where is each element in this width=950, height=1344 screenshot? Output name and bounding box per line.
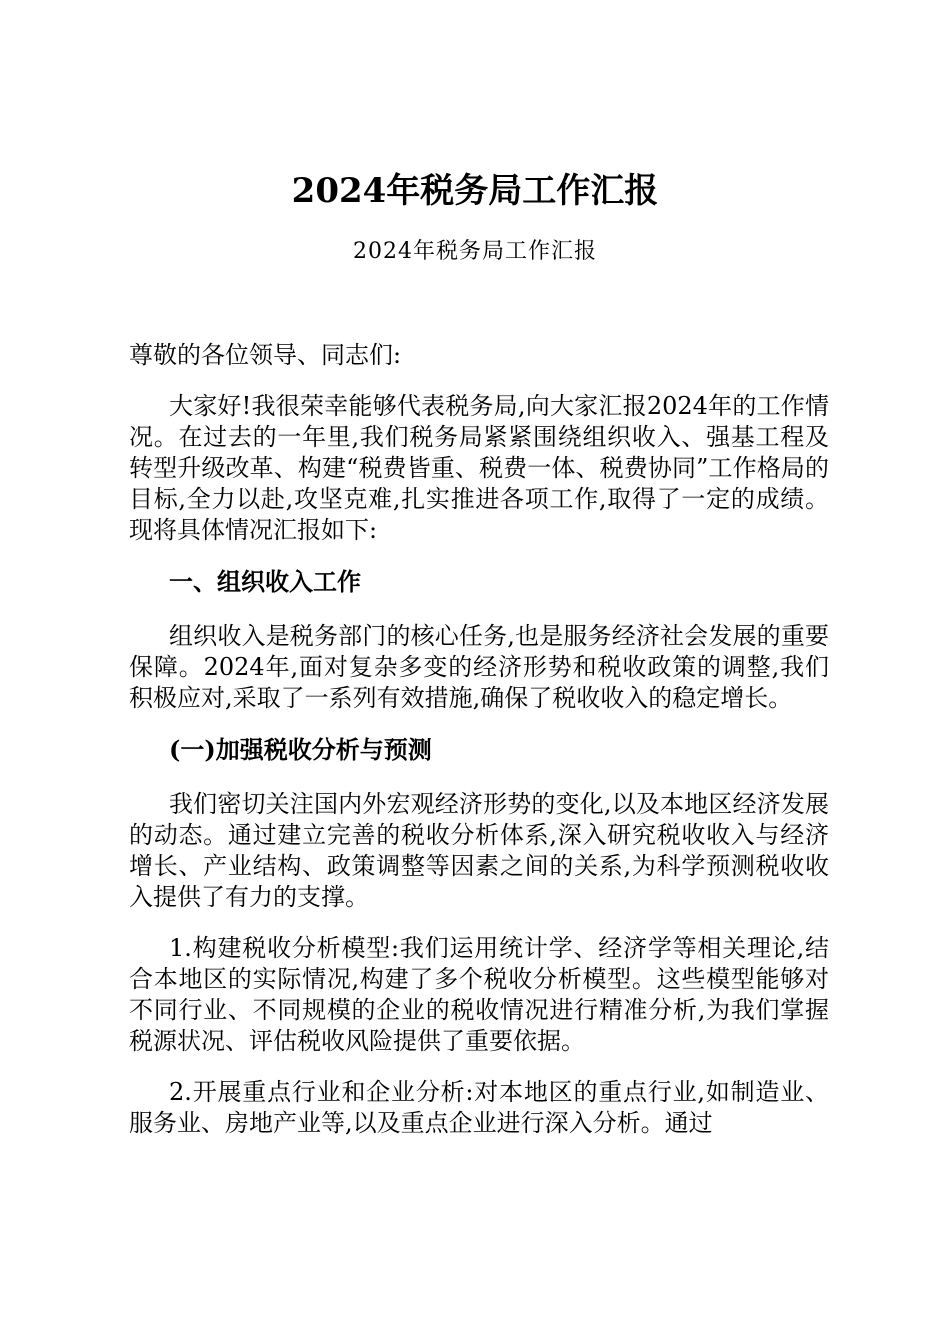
document-body (129, 340, 829, 1159)
intro-paragraph: 大家好!我很荣幸能够代表税务局,向大家汇报2024年的工作情况。在过去的一年里,我们税务局紧紧围绕组织收入、强基工程及转型升级改革、构建“税费皆重、税费一体、税费协同”工作格局的目标,全力以赴,攻坚克难,扎实推进各项工作,取得了一定的成绩。现将具体情况汇报如下: (129, 392, 829, 544)
document-subtitle: 2024年税务局工作汇报 (353, 239, 597, 264)
section-1-paragraph: 组织收入是税务部门的核心任务,也是服务经济社会发展的重要保障。2024年,面对复杂多变的经济形势和税收政策的调整,我们积极应对,采取了一系列有效措施,确保了税收收入的稳定增长。 (129, 622, 829, 712)
subsection-1-paragraph: 我们密切关注国内外宏观经济形势的变化,以及本地区经济发展的动态。通过建立完善的税收分析体系,深入研究税收收入与经济增长、产业结构、政策调整等因素之间的关系,为科学预测税收收入提供了有力的支撑。 (129, 790, 829, 911)
subsection-heading-1: (一)加强税收分析与预测 (169, 735, 432, 764)
salutation: 尊敬的各位领导、同志们: (129, 341, 402, 369)
document-title: 2024年税务局工作汇报 (291, 171, 659, 211)
section-heading-1: 一、组织收入工作 (169, 567, 361, 596)
list-item-1: 1.构建税收分析模型:我们运用统计学、经济学等相关理论,结合本地区的实际情况,构建了多个税收分析模型。这些模型能够对不同行业、不同规模的企业的税收情况进行精准分析,为我们掌握税源状况、评估税收风险提供了重要依据。 (129, 934, 829, 1055)
list-item-2: 2.开展重点行业和企业分析:对本地区的重点行业,如制造业、服务业、房地产业等,以及重点企业进行深入分析。通过 (129, 1078, 829, 1137)
